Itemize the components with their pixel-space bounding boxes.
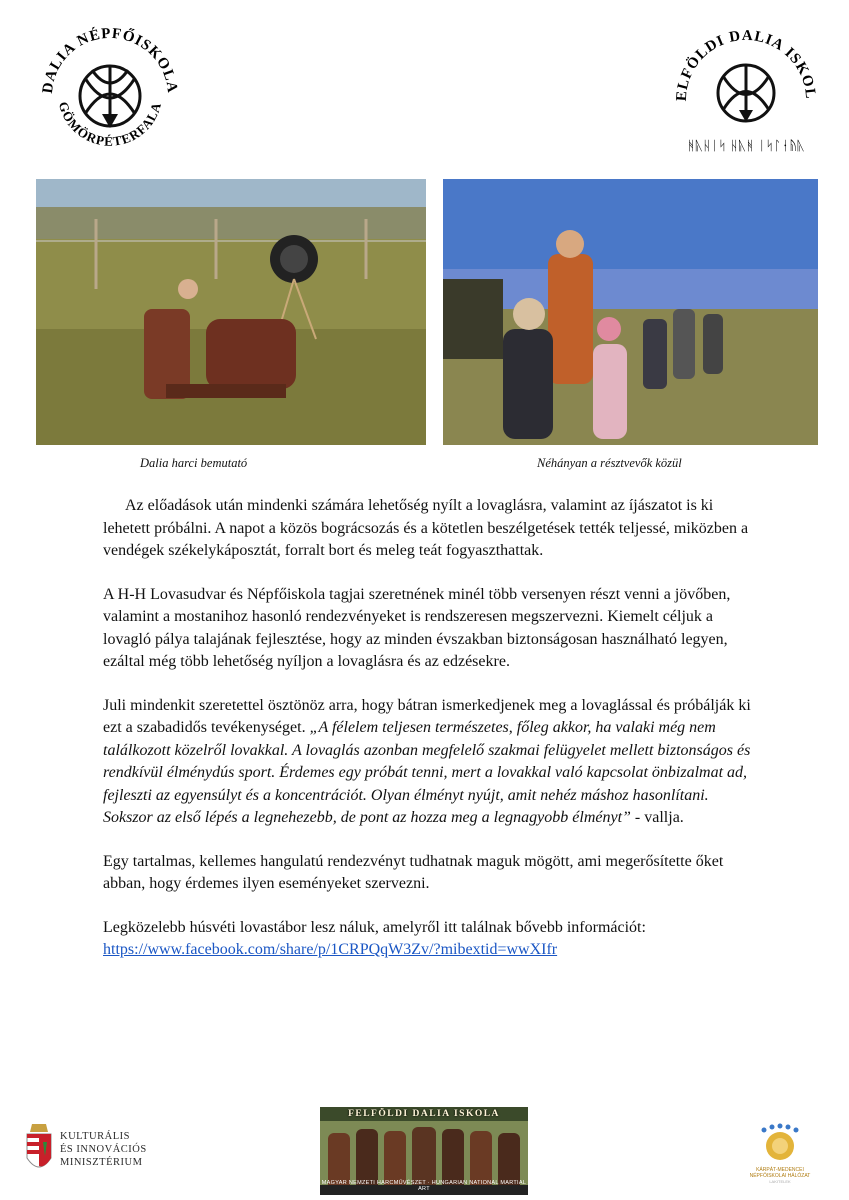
paragraph-3	[103, 695, 753, 830]
knot-emblem-icon	[666, 18, 826, 168]
banner-subtitle: MAGYAR NEMZETI HARCMŰVÉSZET · HUNGARIAN NATIONAL MARTIAL ART	[321, 1180, 527, 1192]
felfoldi-dalia-banner	[320, 1107, 528, 1195]
ministry-line-1: KULTURÁLIS	[60, 1131, 130, 1142]
logo-right-top-text: ELFÖLDI DALIA ISKOL	[673, 27, 819, 102]
paragraph-5-text: Legközelebb húsvéti lovastábor lesz náluk, amelyről itt találnak bővebb információt:	[103, 918, 646, 936]
network-line-2: NÉPFŐISKOLAI HÁLÓZAT	[749, 1173, 811, 1179]
logo-left-bottom-text: GÖMÖRPÉTERFALA	[55, 99, 165, 149]
nepfoiskolai-halozat-logo	[750, 1122, 810, 1182]
felfoldi-dalia-iskola-logo	[666, 18, 826, 168]
photo-caption-1: Dalia harci bemutató	[140, 456, 248, 470]
photo-caption-2: Néhányan a résztvevők közül	[537, 456, 682, 470]
paragraph-3-outro: - vallja.	[630, 809, 684, 826]
paragraph-2: A H-H Lovasudvar és Népfőiskola tagjai szeretnének minél több versenyen részt venni a jövőben, valamint a mostanihoz hasonló rendezvényeket is rendszeresen megszervezni. Kiemelt céljuk a lovagló pálya talajának fejlesztése, hogy az minden évszakban biztonságosan használható legyen, ezáltal még több lehetőség nyíljon a lovaglásra és az edzésekre.	[103, 585, 731, 670]
network-line-1: KÁRPÁT-MEDENCEI	[756, 1167, 804, 1173]
juli-quote: „A félelem teljesen természetes, főleg akkor, ha valaki még nem találkozott közelről lovakkal. A lovaglás azonban megfelelő szakmai felügyelet mellett biztonságos és rendkívül élménydús sport. Érdemes egy próbát tenni, mert a lovakkal való kapcsolat önbizalmat ad, fejleszti az egyensúlyt és a koncentrációt. Olyan élményt nyújt, amit nehéz máshoz hasonlítani. Sokszor az első lépés a legnehezebb, de pont az hozza meg a legnagyobb élményt”	[103, 719, 751, 826]
banner-title: FELFÖLDI DALIA ISKOLA	[348, 1109, 500, 1119]
ministry-logo	[22, 1120, 162, 1178]
logo-left-top-text: DALIA NÉPFŐISKOLA	[39, 25, 181, 95]
facebook-link[interactable]: https://www.facebook.com/share/p/1CRPQqW3Zv/?mibextid=wwXIfr	[103, 941, 558, 958]
network-emblem-icon	[750, 1122, 810, 1166]
paragraph-4: Egy tartalmas, kellemes hangulatú rendezvényt tudhatnak maguk mögött, ami megerősítette őket abban, hogy érdemes ilyen eseményeket szervezni.	[103, 852, 724, 892]
photo-dalia-demo	[36, 179, 426, 445]
ministry-line-2: ÉS INNOVÁCIÓS	[60, 1144, 147, 1155]
logo-right-rovas-text: ᚻᚣᚺᛁᛋ ᚺᚣᚻ ᛁᛋᛚᛂᚥᚣ	[687, 139, 805, 154]
network-line-3: LAKITELEK	[769, 1179, 791, 1184]
article-body	[103, 495, 753, 983]
dalia-nepfoiskola-logo	[30, 18, 190, 168]
paragraph-1: Az előadások után mindenki számára lehetőség nyílt a lovaglásra, valamint az íjászatot is ki lehetett próbálni. A napot a közös bográcsozás és a kötetlen beszélgetések tették teljessé, miközben a vendégek székelykáposztát, forralt bort és meleg teát fogyaszthattak.	[103, 497, 749, 559]
knot-emblem-icon	[30, 18, 190, 168]
ministry-line-3: MINISZTÉRIUM	[60, 1157, 143, 1168]
paragraph-3-intro: Juli mindenkit szeretettel ösztönöz arra, hogy bátran ismerkedjenek meg a lovaglással és próbálják ki ezt a szabadidős tevékenységet.	[103, 696, 751, 736]
photo-participants	[443, 179, 818, 445]
paragraph-5	[103, 917, 753, 962]
coat-of-arms-icon	[22, 1120, 56, 1178]
